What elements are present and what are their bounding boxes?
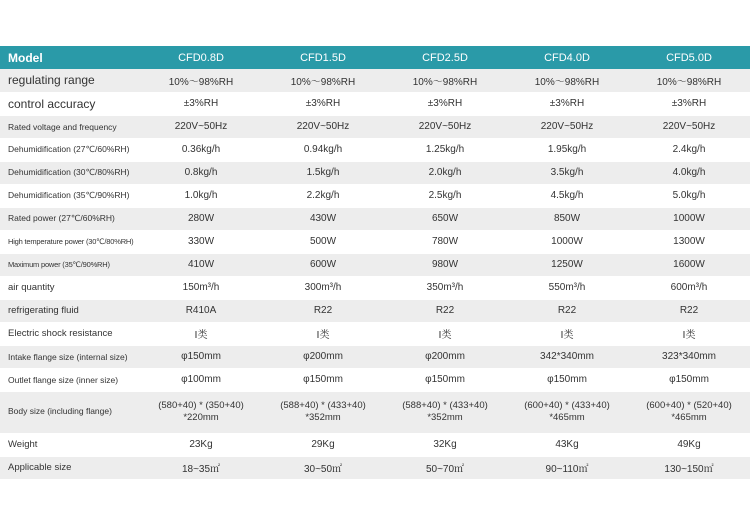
cell-value: 10%～98%RH bbox=[506, 69, 628, 92]
cell-value: 300m³/h bbox=[262, 276, 384, 299]
cell-value: 3.5kg/h bbox=[506, 161, 628, 184]
table-row bbox=[0, 69, 750, 92]
cell-value: 500W bbox=[262, 230, 384, 253]
table-row bbox=[0, 299, 750, 322]
cell-value: ±3%RH bbox=[628, 92, 750, 115]
cell-value: ±3%RH bbox=[262, 92, 384, 115]
row-label: control accuracy bbox=[0, 92, 140, 115]
cell-value: ±3%RH bbox=[140, 92, 262, 115]
row-label: Applicable size bbox=[0, 456, 140, 479]
cell-value: 1250W bbox=[506, 253, 628, 276]
cell-value: (588+40) * (433+40) *352mm bbox=[262, 391, 384, 433]
table-row bbox=[0, 230, 750, 253]
row-label: refrigerating fluid bbox=[0, 299, 140, 322]
cell-value: 220V~50Hz bbox=[628, 115, 750, 138]
cell-value: 1.0kg/h bbox=[140, 184, 262, 207]
cell-value: φ150mm bbox=[628, 368, 750, 391]
cell-value: 2.5kg/h bbox=[384, 184, 506, 207]
cell-value: φ150mm bbox=[506, 368, 628, 391]
model-header: CFD0.8D bbox=[178, 51, 224, 64]
cell-value: 1000W bbox=[506, 230, 628, 253]
table-row bbox=[0, 184, 750, 207]
cell-value: 323*340mm bbox=[628, 345, 750, 368]
cell-value: φ200mm bbox=[262, 345, 384, 368]
header-label: Model bbox=[8, 50, 43, 65]
cell-value: 1.25kg/h bbox=[384, 138, 506, 161]
row-label: Intake flange size (internal size) bbox=[0, 345, 140, 368]
row-label: Body size (including flange) bbox=[0, 391, 140, 433]
cell-value: 220V~50Hz bbox=[140, 115, 262, 138]
cell-value: 650W bbox=[384, 207, 506, 230]
table-row bbox=[0, 368, 750, 391]
cell-value: Ⅰ类 bbox=[506, 322, 628, 345]
cell-value: 130~150㎡ bbox=[628, 456, 750, 479]
table-row bbox=[0, 433, 750, 456]
cell-value: 32Kg bbox=[384, 433, 506, 456]
row-label: Dehumidification (27℃/60%RH) bbox=[0, 138, 140, 161]
cell-value: 1.5kg/h bbox=[262, 161, 384, 184]
cell-value: 10%～98%RH bbox=[140, 69, 262, 92]
cell-value: 330W bbox=[140, 230, 262, 253]
cell-value: φ200mm bbox=[384, 345, 506, 368]
cell-value: 10%～98%RH bbox=[262, 69, 384, 92]
cell-value: 10%～98%RH bbox=[628, 69, 750, 92]
row-label: Electric shock resistance bbox=[0, 322, 140, 345]
model-header: CFD1.5D bbox=[300, 51, 346, 64]
cell-value: 1.95kg/h bbox=[506, 138, 628, 161]
model-header: CFD4.0D bbox=[544, 51, 590, 64]
cell-value: 4.5kg/h bbox=[506, 184, 628, 207]
cell-value: 600W bbox=[262, 253, 384, 276]
cell-value: 49Kg bbox=[628, 433, 750, 456]
row-label: Dehumidification (35℃/90%RH) bbox=[0, 184, 140, 207]
table-row bbox=[0, 92, 750, 115]
cell-value: 0.36kg/h bbox=[140, 138, 262, 161]
cell-value: R22 bbox=[262, 299, 384, 322]
cell-value: 780W bbox=[384, 230, 506, 253]
row-label: Dehumidification (30℃/80%RH) bbox=[0, 161, 140, 184]
cell-value: 1000W bbox=[628, 207, 750, 230]
row-label: Maximum power (35℃/90%RH) bbox=[0, 253, 140, 276]
cell-value: φ150mm bbox=[262, 368, 384, 391]
table-row bbox=[0, 276, 750, 299]
row-label: Weight bbox=[0, 433, 140, 456]
cell-value: R22 bbox=[506, 299, 628, 322]
cell-value: 550m³/h bbox=[506, 276, 628, 299]
row-label: Rated voltage and frequency bbox=[0, 115, 140, 138]
table-row bbox=[0, 161, 750, 184]
cell-value: 850W bbox=[506, 207, 628, 230]
cell-value: 1300W bbox=[628, 230, 750, 253]
cell-value: Ⅰ类 bbox=[628, 322, 750, 345]
cell-value: 0.94kg/h bbox=[262, 138, 384, 161]
cell-value: 430W bbox=[262, 207, 384, 230]
cell-value: 342*340mm bbox=[506, 345, 628, 368]
cell-value: 50~70㎡ bbox=[384, 456, 506, 479]
cell-value: 43Kg bbox=[506, 433, 628, 456]
cell-value: 5.0kg/h bbox=[628, 184, 750, 207]
cell-value: 350m³/h bbox=[384, 276, 506, 299]
cell-value: (588+40) * (433+40) *352mm bbox=[384, 391, 506, 433]
table-row bbox=[0, 115, 750, 138]
cell-value: 23Kg bbox=[140, 433, 262, 456]
cell-value: 220V~50Hz bbox=[506, 115, 628, 138]
cell-value: 1600W bbox=[628, 253, 750, 276]
cell-value: 410W bbox=[140, 253, 262, 276]
cell-value: 600m³/h bbox=[628, 276, 750, 299]
row-label: air quantity bbox=[0, 276, 140, 299]
model-header: CFD2.5D bbox=[422, 51, 468, 64]
row-label: High temperature power (30℃/80%RH) bbox=[0, 230, 140, 253]
cell-value: Ⅰ类 bbox=[384, 322, 506, 345]
cell-value: 150m³/h bbox=[140, 276, 262, 299]
cell-value: 980W bbox=[384, 253, 506, 276]
row-label: regulating range bbox=[0, 69, 140, 92]
row-label: Rated power (27℃/60%RH) bbox=[0, 207, 140, 230]
header-row bbox=[0, 46, 750, 69]
cell-value: 2.0kg/h bbox=[384, 161, 506, 184]
table-row bbox=[0, 322, 750, 345]
spec-table bbox=[0, 46, 750, 480]
table-row bbox=[0, 456, 750, 479]
cell-value: 90~110㎡ bbox=[506, 456, 628, 479]
cell-value: 2.2kg/h bbox=[262, 184, 384, 207]
table-row bbox=[0, 138, 750, 161]
cell-value: 220V~50Hz bbox=[384, 115, 506, 138]
cell-value: (580+40) * (350+40) *220mm bbox=[140, 391, 262, 433]
cell-value: φ100mm bbox=[140, 368, 262, 391]
cell-value: 18~35㎡ bbox=[140, 456, 262, 479]
cell-value: 220V~50Hz bbox=[262, 115, 384, 138]
cell-value: ±3%RH bbox=[506, 92, 628, 115]
table-row bbox=[0, 345, 750, 368]
cell-value: 30~50㎡ bbox=[262, 456, 384, 479]
cell-value: R22 bbox=[384, 299, 506, 322]
table-row bbox=[0, 207, 750, 230]
cell-value: (600+40) * (433+40) *465mm bbox=[506, 391, 628, 433]
cell-value: Ⅰ类 bbox=[262, 322, 384, 345]
cell-value: φ150mm bbox=[140, 345, 262, 368]
cell-value: Ⅰ类 bbox=[140, 322, 262, 345]
cell-value: 2.4kg/h bbox=[628, 138, 750, 161]
cell-value: 4.0kg/h bbox=[628, 161, 750, 184]
row-label: Outlet flange size (inner size) bbox=[0, 368, 140, 391]
cell-value: ±3%RH bbox=[384, 92, 506, 115]
table-row bbox=[0, 391, 750, 433]
model-header: CFD5.0D bbox=[666, 51, 712, 64]
cell-value: (600+40) * (520+40) *465mm bbox=[628, 391, 750, 433]
cell-value: R410A bbox=[140, 299, 262, 322]
cell-value: R22 bbox=[628, 299, 750, 322]
cell-value: 280W bbox=[140, 207, 262, 230]
table-row bbox=[0, 253, 750, 276]
cell-value: 29Kg bbox=[262, 433, 384, 456]
cell-value: 0.8kg/h bbox=[140, 161, 262, 184]
cell-value: φ150mm bbox=[384, 368, 506, 391]
cell-value: 10%～98%RH bbox=[384, 69, 506, 92]
